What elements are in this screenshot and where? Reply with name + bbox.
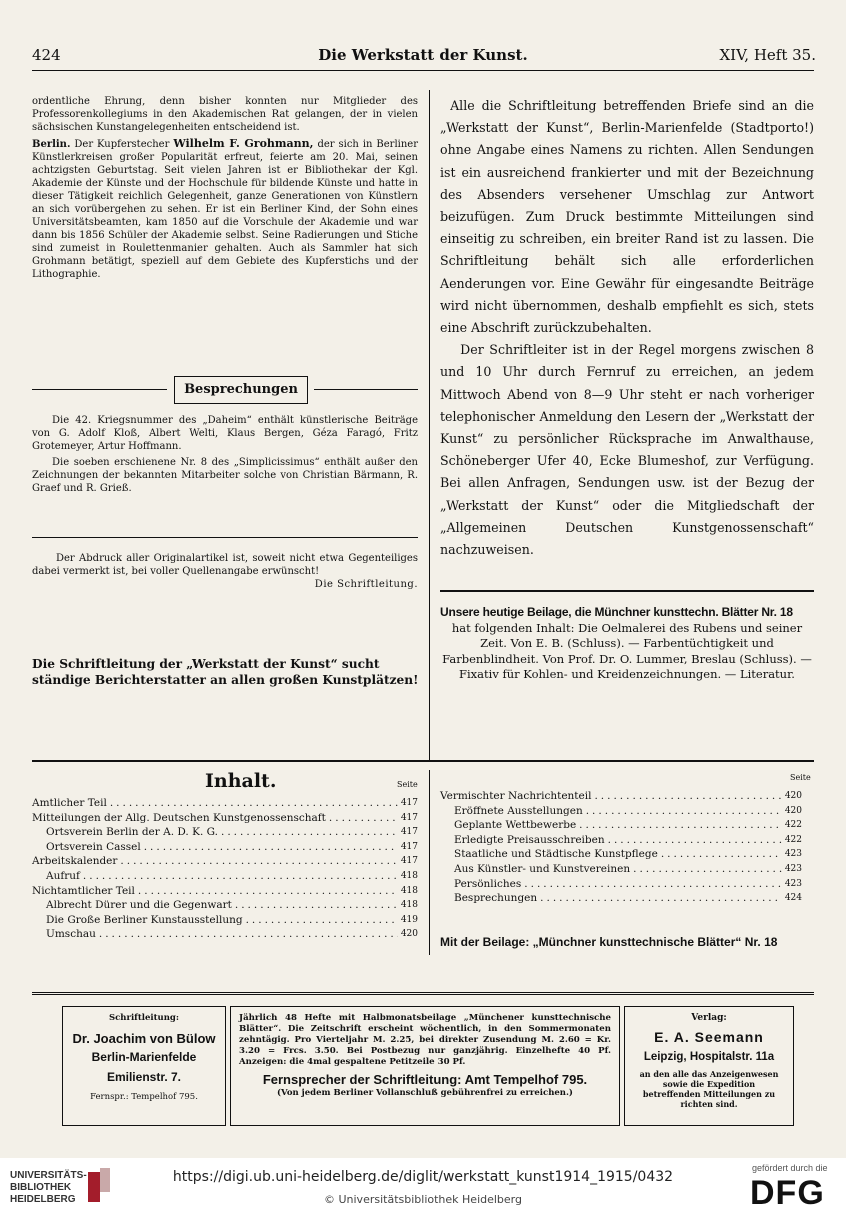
article-body: der sich in Berliner Künstlerkreisen großer Popularität erfreut, feierte am 20. Mai, seinen achtzigsten Geburtstag. Seit vielen Jahren ist er Bibliothekar der Kgl. Akademie der Künste und der Hochschule für bildende Künste und hatte in dieser Tätigkeit reichlich Gelegenheit, ganze Generationen von Künstlern an sich vorübergehen zu sehen. Er ist ein Berliner Kind, der Sohn eines Universitätsbeamten, kam 1850 auf die Vorschule der Akademie und war dann bis 1856 Schüler der Akademie selbst. Seine Radierungen und Stiche sind zumeist in Roulettenmanier gehalten. Auch als Sammler hat sich Grohmann betätigt, speziell auf dem Gebiete des Kupferstichs und der Lithographie.: [32, 139, 418, 280]
toc-entry-label: Eröffnete Ausstellungen: [454, 804, 583, 817]
publisher-note: an den alle das Anzeigenwesen sowie die Expedition betreffenden Mitteilungen zu richten sind.: [639, 1069, 779, 1109]
publisher-label: Verlag:: [691, 1013, 727, 1023]
notice-signature: Die Schriftleitung.: [314, 579, 418, 590]
toc-entry-label: Mitteilungen der Allg. Deutschen Kunstgenossenschaft: [32, 811, 326, 824]
toc-entry: [32, 840, 418, 855]
toc-entry-page: 417: [400, 856, 418, 867]
toc-leader-dots: [138, 884, 398, 899]
toc-entry-page: 420: [400, 929, 418, 940]
toc-entry-page: 418: [400, 885, 418, 896]
volume-issue: XIV, Heft 35.: [719, 46, 816, 64]
editor-name: Dr. Joachim von Bülow: [72, 1031, 216, 1046]
permalink[interactable]: https://digi.ub.uni-heidelberg.de/diglit/werkstatt_kunst1914_1915/0432: [172, 1169, 674, 1185]
toc-leader-dots: [586, 804, 782, 819]
running-title: Die Werkstatt der Kunst.: [318, 46, 528, 64]
supplement-line: Mit der Beilage: „Münchner kunsttechnische Blätter“ Nr. 18: [440, 935, 778, 949]
toc-leader-dots: [540, 891, 782, 906]
toc-entry-label: Ortsverein Berlin der A. D. K. G.: [46, 826, 218, 839]
toc-leader-dots: [661, 847, 782, 862]
toc-entry: [32, 854, 418, 869]
supplement-rule: [440, 590, 814, 592]
toc-entry: [32, 825, 418, 840]
dfg-logo[interactable]: DFG: [750, 1174, 825, 1212]
toc-leader-dots: [99, 927, 398, 942]
library-name-line1: UNIVERSITÄTS-: [10, 1170, 87, 1181]
toc-entry-label: Staatliche und Städtische Kunstpflege: [454, 848, 658, 861]
toc-entry-page: 423: [784, 863, 802, 874]
reviews: [32, 414, 418, 498]
heading-rule-left: [32, 389, 167, 390]
toc-leader-dots: [120, 854, 397, 869]
toc-entry-label: Persönliches: [454, 877, 522, 890]
toc-entry-label: Besprechungen: [454, 892, 538, 905]
toc-rule: [32, 760, 814, 762]
reprint-notice: [32, 552, 418, 591]
toc-entry-label: Vermischter Nachrichtenteil: [440, 790, 592, 802]
toc-entry-label: Geplante Wettbewerbe: [454, 819, 577, 832]
notice-rule: [32, 537, 418, 538]
toc-entry: [32, 869, 418, 884]
right-column: [440, 95, 814, 561]
toc-entry: [440, 818, 802, 833]
notice-text: Der Abdruck aller Originalartikel ist, soweit nicht etwa Gegenteiliges dabei vermerkt ist, bei voller Quellenangabe erwünscht!: [32, 553, 418, 577]
toc-leader-dots: [83, 869, 398, 884]
toc-entry-label: Aufruf: [46, 869, 80, 882]
toc-leader-dots: [633, 862, 782, 877]
supplement-notice: [440, 605, 814, 683]
editor-street: Emilienstr. 7.: [106, 1070, 182, 1084]
person-name: Wilhelm F. Grohmann,: [173, 137, 314, 150]
footer-rule: [32, 992, 814, 995]
library-bar: [0, 1158, 846, 1215]
toc-leader-dots: [246, 913, 398, 928]
phone-note: (Von jedem Berliner Vollanschluß gebührenfrei zu erreichen.): [277, 1088, 573, 1098]
toc-entry-page: 423: [784, 849, 802, 860]
subscription-box: [230, 1006, 620, 1126]
toc-entry: [32, 898, 418, 913]
toc-entry-page: 422: [784, 834, 802, 845]
toc-leader-dots: [110, 796, 398, 811]
reviews-heading: [32, 376, 418, 404]
toc-leader-dots: [608, 833, 782, 848]
toc-entry-label: Umschau: [46, 928, 96, 941]
correspondents-wanted: Die Schriftleitung der „Werkstatt der Kunst“ sucht ständige Berichterstatter an allen großen Kunstplätzen!: [32, 657, 419, 687]
editor-label: Schriftleitung:: [108, 1013, 180, 1023]
toc-right-list: [440, 789, 802, 906]
editorial-instructions: Alle die Schriftleitung betreffenden Briefe sind an die „Werkstatt der Kunst“, Berlin-Marienfelde (Stadtporto!) ohne Angabe eines Namens zu richten. Allen Sendungen ist ein ausreichend frankierter und mit der Bezeichnung des Absenders versehener Umschlag zur Antwort beizufügen. Zum Druck bestimmte Mitteilungen sind einseitig zu schreiben, ein breiter Rand ist zu lassen. Die Schriftleitung behält sich alle erforderlichen Aenderungen vor. Eine Gewähr für eingesandte Beiträge wird nicht übernommen, deshalb empfiehlt es sich, stets eine Abschrift zurückzubehalten.: [440, 98, 814, 336]
toc-entry: [32, 811, 418, 826]
review-item: Die soeben erschienene Nr. 8 des „Simplicissimus“ enthält außer den Zeichnungen der bekannten Mitarbeiter solche von Christian Bärmann, R. Graef und R. Grieß.: [32, 457, 418, 494]
toc-entry-page: 417: [400, 841, 418, 852]
library-name-line2: BIBLIOTHEK: [10, 1182, 72, 1193]
toc-entry-page: 418: [400, 870, 418, 881]
toc-left-list: [32, 796, 418, 942]
toc-entry: [440, 877, 802, 892]
toc-leader-dots: [221, 825, 398, 840]
toc-entry-page: 420: [784, 791, 802, 801]
subscription-terms: Jährlich 48 Hefte mit Halbmonatsbeilage „Münchener kunsttechnische Blätter“. Die Zeitschrift erscheint wöchentlich, in den Sommermonaten zehntägig. Pro Vierteljahr M. 2.25, bei direkter Zusendung M. 2.60 = Kr. 3.20 = Frcs. 3.50. Bei Postbezug nur ganzjährig. Einzelhefte 40 Pf. Anzeigen: die 4mal gespaltene Petitzeile 30 Pf.: [239, 1013, 611, 1067]
toc-entry: [32, 913, 418, 928]
toc-leader-dots: [144, 840, 398, 855]
toc-entry: [440, 891, 802, 906]
toc-entry-label: Aus Künstler- und Kunstvereinen: [454, 862, 631, 875]
toc-entry-page: 418: [400, 900, 418, 911]
toc-page-label-right: Seite: [790, 773, 811, 782]
supplement-heading: Unsere heutige Beilage, die Münchner kunsttechn. Blätter Nr. 18: [440, 605, 793, 619]
toc-divider: [429, 770, 430, 955]
toc-entry: [440, 804, 802, 819]
phone-line: Fernsprecher der Schriftleitung: Amt Tempelhof 795.: [262, 1072, 588, 1087]
toc-leader-dots: [579, 818, 782, 833]
column-divider: [429, 90, 430, 760]
editor-place: Berlin-Marienfelde: [91, 1050, 197, 1064]
toc-entry: [440, 789, 802, 804]
toc-entry-page: 419: [400, 914, 418, 925]
toc-entry-label: Erledigte Preisausschreiben: [454, 833, 605, 846]
toc-entry: [440, 862, 802, 877]
reviews-heading-label: Besprechungen: [174, 376, 308, 404]
toc-leader-dots: [235, 898, 398, 913]
editor-phone: Fernspr.: Tempelhof 795.: [90, 1092, 198, 1102]
supplement-contents: hat folgenden Inhalt: Die Oelmalerei des Rubens und seiner Zeit. Von E. B. (Schluss). — Farbentüchtigkeit und Farbenblindheit. Von Prof. Dr. O. Lummer, Breslau (Schluss). — Fixativ für Kohlen- und Kreidenzeichnungen. — Literatur.: [442, 620, 812, 681]
publisher-name: E. A. Seemann: [654, 1029, 764, 1045]
library-name-line3: HEIDELBERG: [10, 1194, 76, 1205]
article-continuation: ordentliche Ehrung, denn bisher konnten nur Mitglieder des Professorenkollegiums in den Akademischen Rat gelangen, der in vielen sächsischen Kunstangelegenheiten entscheidend ist.: [32, 96, 418, 133]
grohmann-article: [32, 137, 418, 281]
toc-title: Inhalt.: [205, 770, 277, 792]
left-column: [32, 95, 418, 284]
review-item: Die 42. Kriegsnummer des „Daheim“ enthält künstlerische Beiträge von G. Adolf Kloß, Albert Welti, Klaus Bergen, Géza Faragó, Fritz Grotemeyer, Artur Hoffmann.: [32, 415, 418, 452]
toc-leader-dots: [524, 877, 782, 892]
publisher-box: [624, 1006, 794, 1126]
toc-entry-page: 420: [784, 805, 802, 816]
editor-box: [62, 1006, 226, 1126]
toc-entry-label: Die Große Berliner Kunstausstellung: [46, 913, 243, 926]
toc-entry-page: 417: [400, 827, 418, 838]
toc-entry-page: 417: [400, 798, 418, 808]
toc-entry-page: 422: [784, 820, 802, 831]
editor-availability: Der Schriftleiter ist in der Regel morgens zwischen 8 und 10 Uhr durch Fernruf zu erreichen, an jedem Mittwoch Abend von 8—9 Uhr steht er nach vorheriger telephonischer Anmeldung den Lesern der „Werkstatt der Kunst“ zu persönlicher Rücksprache im Anwalthause, Schöneberger Ufer 40, Ecke Blumeshof, zur Verfügung. Bei allen Anfragen, Sendungen usw. ist der Bezug der „Werkstatt der Kunst“ oder die Mitgliedschaft der „Allgemeinen Deutschen Kunstgenossenschaft“ nachzuweisen.: [440, 342, 814, 558]
intro-text: Der Kupferstecher: [74, 139, 170, 150]
toc-entry-page: 423: [784, 878, 802, 889]
toc-entry: [32, 927, 418, 942]
funded-by: gefördert durch die: [752, 1163, 828, 1173]
publisher-city: Leipzig, Hospitalstr. 11a: [643, 1051, 775, 1063]
header-rule: [32, 70, 814, 71]
toc-entry: [32, 796, 418, 811]
copyright: © Universitätsbibliothek Heidelberg: [323, 1193, 522, 1206]
page-number: 424: [32, 46, 61, 64]
toc-entry-page: 424: [784, 893, 802, 904]
toc-entry-label: Amtlicher Teil: [32, 797, 107, 809]
toc-leader-dots: [329, 811, 398, 826]
toc-entry: [440, 847, 802, 862]
toc-entry-label: Ortsverein Cassel: [46, 840, 141, 853]
heading-rule-right: [314, 389, 418, 390]
toc-entry-label: Albrecht Dürer und die Gegenwart: [46, 899, 232, 912]
toc-entry: [440, 833, 802, 848]
toc-entry-page: 417: [400, 812, 418, 823]
toc-leader-dots: [594, 789, 781, 804]
toc-page-label-left: Seite: [397, 780, 418, 789]
place-label: Berlin.: [32, 139, 71, 150]
toc-entry-label: Nichtamtlicher Teil: [32, 884, 135, 897]
toc-entry: [32, 884, 418, 899]
toc-entry-label: Arbeitskalender: [32, 855, 118, 868]
